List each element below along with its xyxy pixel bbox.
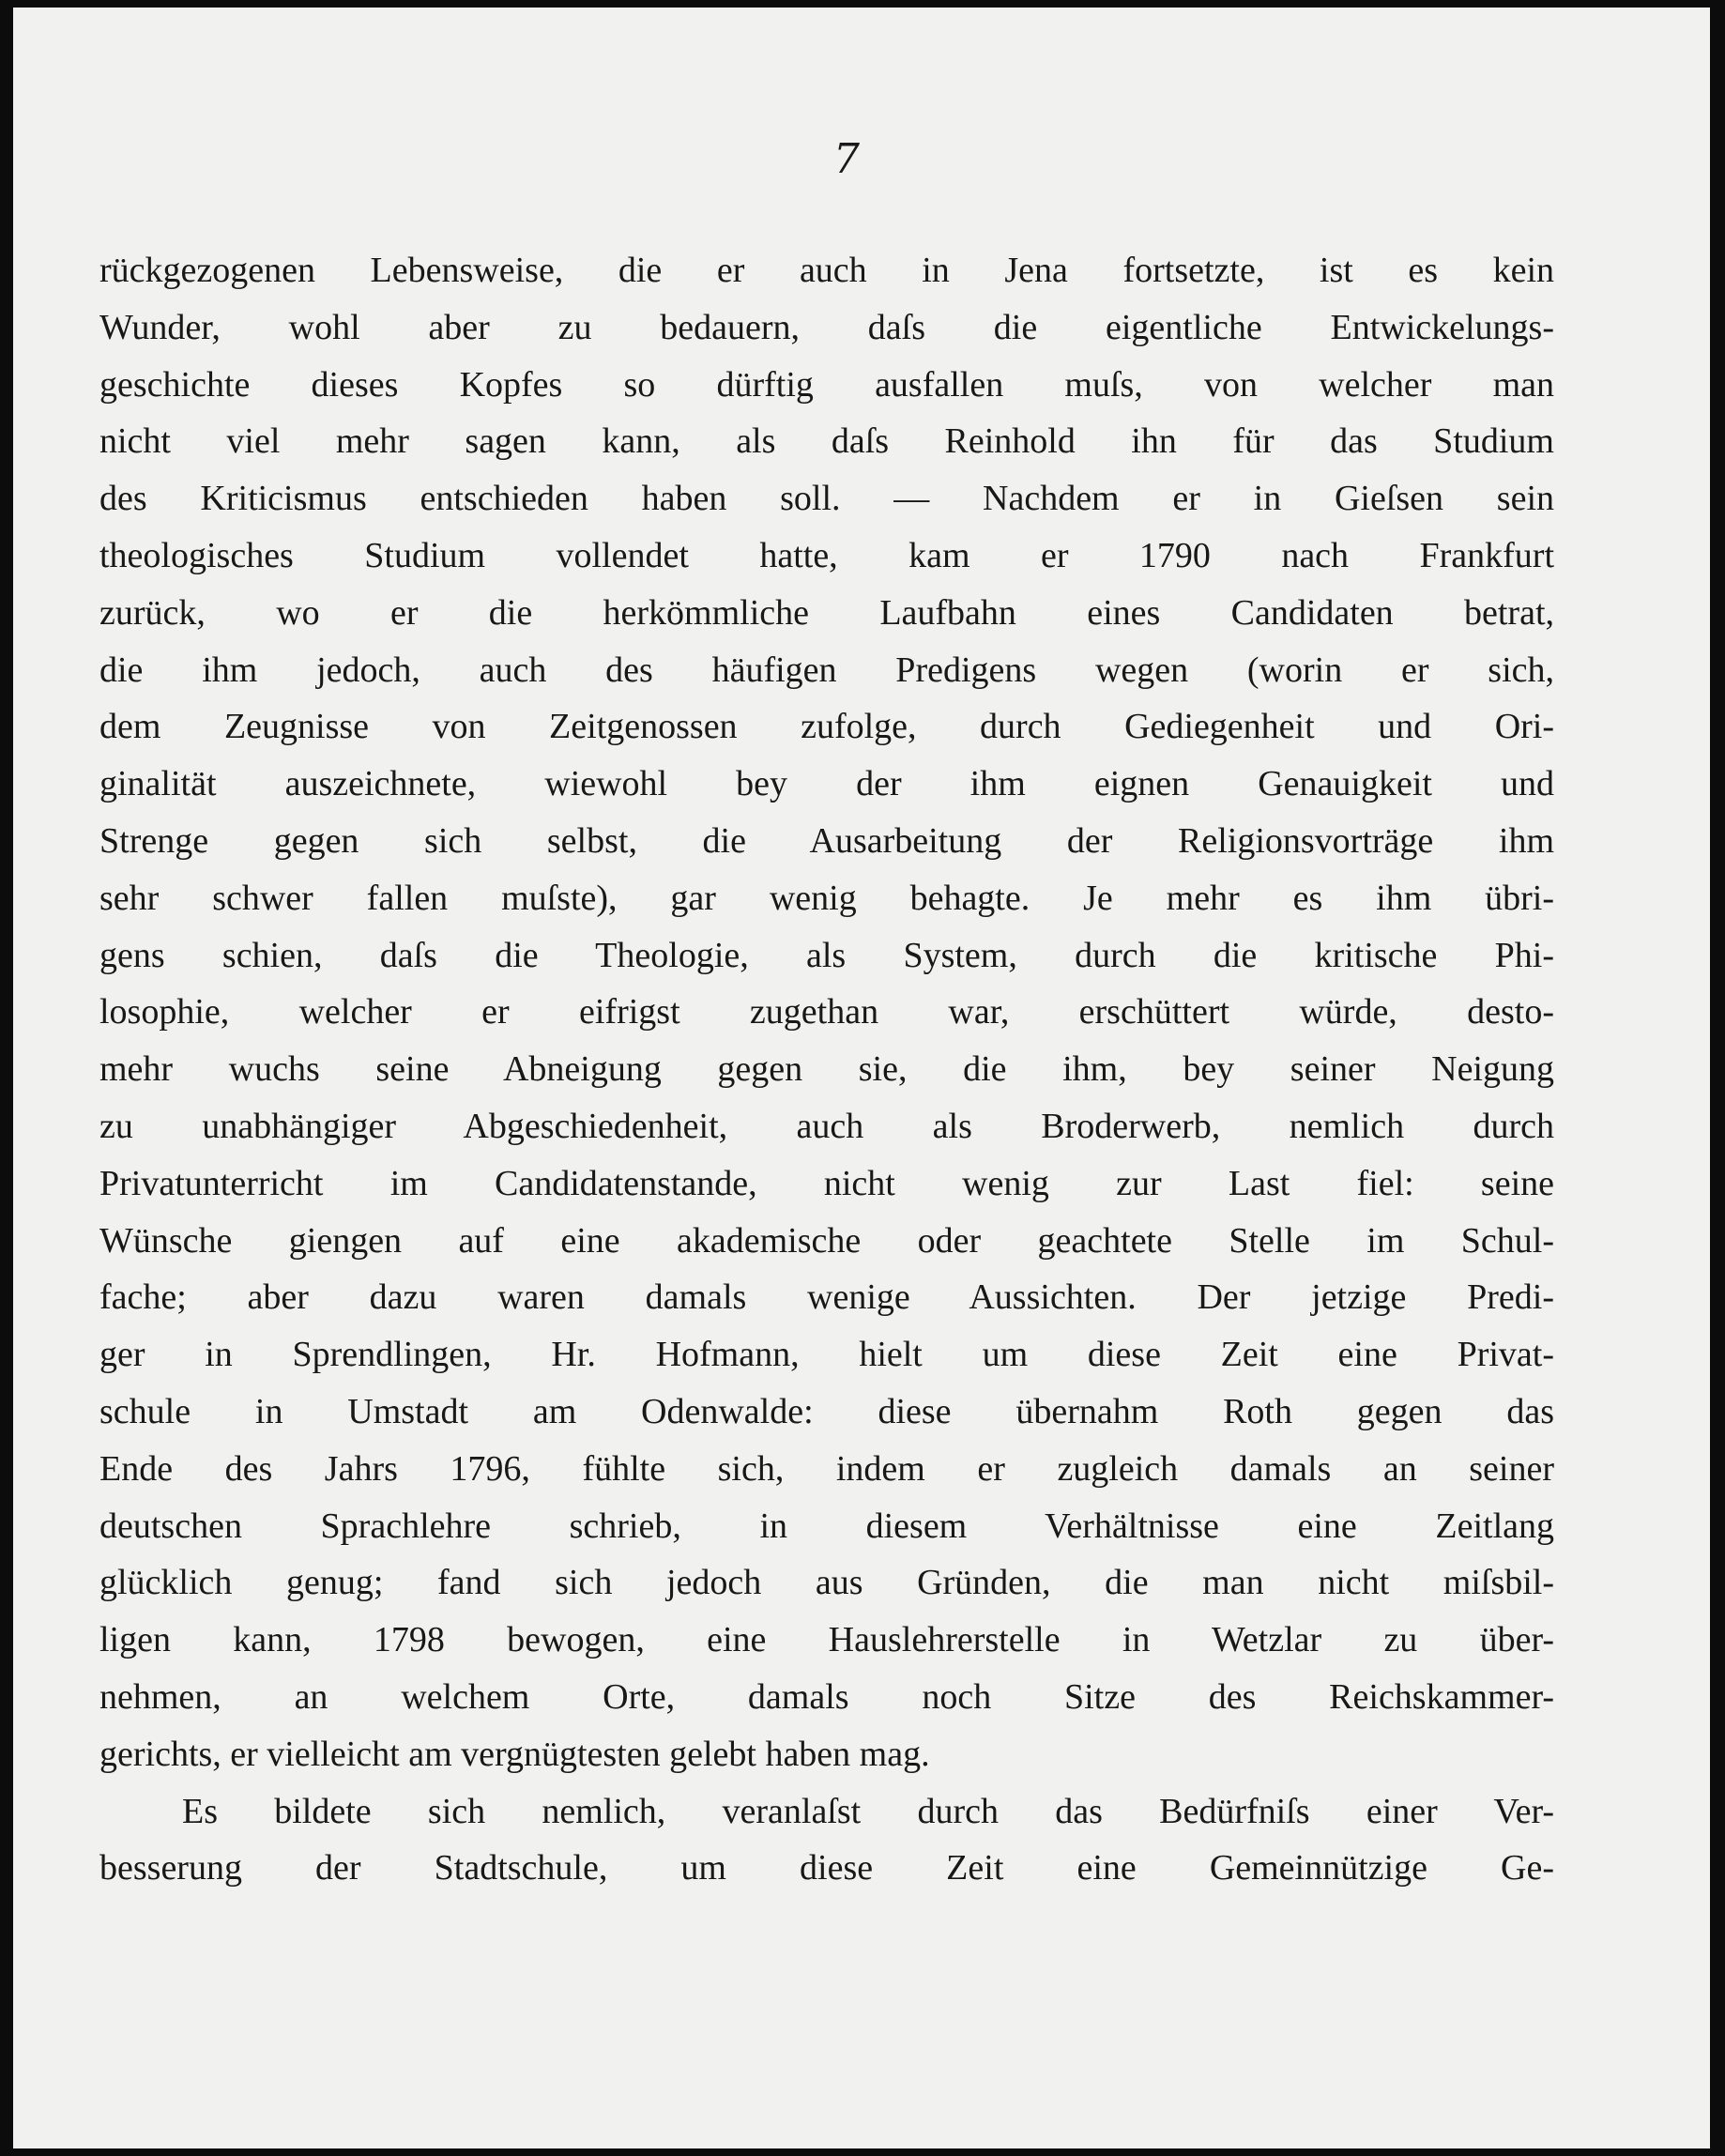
text-line: fache; aber dazu waren damals wenige Aussichten. Der jetzige Predi- — [99, 1277, 1554, 1318]
text-line: Wünsche giengen auf eine akademische oder geachtete Stelle im Schul- — [99, 1220, 1554, 1261]
text-line: nehmen, an welchem Orte, damals noch Sitze des Reichskammer- — [99, 1676, 1554, 1717]
text-line: Privatunterricht im Candidatenstande, nicht wenig zur Last fiel: seine — [99, 1163, 1554, 1203]
text-line: theologisches Studium vollendet hatte, kam er 1790 nach Frankfurt — [99, 535, 1554, 575]
text-line: die ihm jedoch, auch des häufigen Predigens wegen (worin er sich, — [99, 650, 1554, 690]
text-line: sehr schwer fallen muſste), gar wenig behagte. Je mehr es ihm übri- — [99, 878, 1554, 918]
text-line: gens schien, daſs die Theologie, als System, durch die kritische Phi- — [99, 935, 1554, 975]
text-line: des Kriticismus entschieden haben soll. — Nachdem er in Gieſsen sein — [99, 479, 1554, 519]
text-line: geschichte dieses Kopfes so dürftig ausfallen muſs, von welcher man — [99, 364, 1554, 405]
text-line: Es bildete sich nemlich, veranlaſst durch das Bedürfniſs einer Ver- — [182, 1791, 1554, 1831]
text-line: nicht viel mehr sagen kann, als daſs Reinhold ihn für das Studium — [99, 421, 1554, 462]
text-line: schule in Umstadt am Odenwalde: diese übernahm Roth gegen das — [99, 1391, 1554, 1431]
text-line: Wunder, wohl aber zu bedauern, daſs die eigentliche Entwickelungs- — [99, 307, 1554, 347]
text-line: ger in Sprendlingen, Hr. Hofmann, hielt um diese Zeit eine Privat- — [99, 1335, 1554, 1375]
book-page — [13, 8, 1710, 2148]
text-line: zu unabhängiger Abgeschiedenheit, auch als Broderwerb, nemlich durch — [99, 1106, 1554, 1146]
text-line: gerichts, er vielleicht am vergnügtesten gelebt haben mag. — [99, 1734, 930, 1774]
body-text — [99, 242, 1554, 1897]
text-line: mehr wuchs seine Abneigung gegen sie, die ihm, bey seiner Neigung — [99, 1049, 1554, 1090]
text-line: losophie, welcher er eifrigst zugethan war, erschüttert würde, desto- — [99, 992, 1554, 1032]
page-number: 7 — [833, 135, 860, 183]
text-line: Ende des Jahrs 1796, fühlte sich, indem er zugleich damals an seiner — [99, 1448, 1554, 1489]
text-line: rückgezogenen Lebensweise, die er auch in Jena fortsetzte, ist es kein — [99, 251, 1554, 290]
text-line: dem Zeugnisse von Zeitgenossen zufolge, durch Gediegenheit und Ori- — [99, 707, 1554, 747]
text-line: besserung der Stadtschule, um diese Zeit eine Gemeinnützige Ge- — [99, 1848, 1554, 1888]
text-line: deutschen Sprachlehre schrieb, in diesem Verhältnisse eine Zeitlang — [99, 1506, 1554, 1546]
text-line: zurück, wo er die herkömmliche Laufbahn eines Candidaten betrat, — [99, 592, 1554, 633]
text-line: ginalität auszeichnete, wiewohl bey der ihm eignen Genauigkeit und — [99, 764, 1554, 804]
text-line: Strenge gegen sich selbst, die Ausarbeitung der Religionsvorträge ihm — [99, 820, 1554, 861]
text-line: ligen kann, 1798 bewogen, eine Hauslehrerstelle in Wetzlar zu über- — [99, 1620, 1554, 1660]
text-line: glücklich genug; fand sich jedoch aus Gründen, die man nicht miſsbil- — [99, 1563, 1554, 1603]
